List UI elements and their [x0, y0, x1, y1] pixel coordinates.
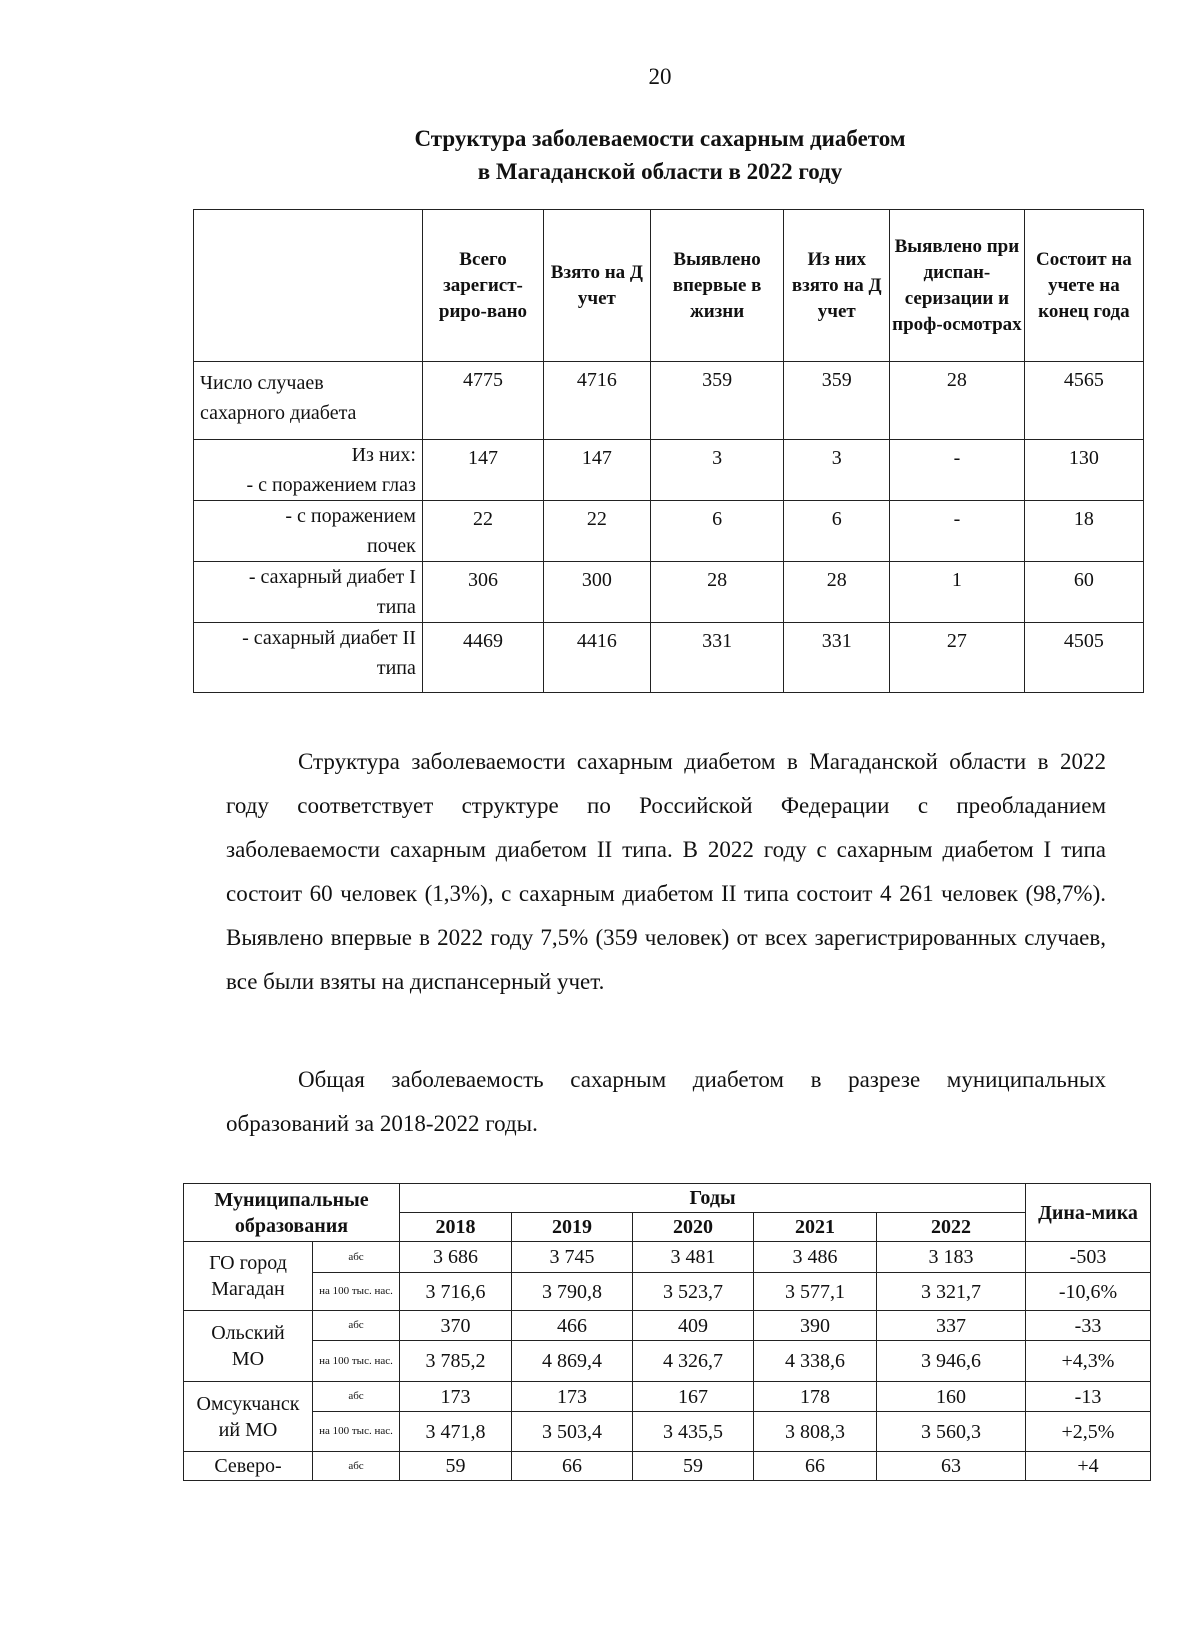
table-cell: +2,5%	[1026, 1412, 1151, 1452]
table1-header-total: Всего зарегист-риро-вано	[422, 210, 543, 362]
page-number: 20	[648, 64, 672, 89]
table-cell: 3	[650, 440, 784, 501]
table-cell: 66	[512, 1452, 633, 1481]
table-cell: 4469	[422, 623, 543, 693]
document-title	[220, 122, 1100, 188]
table-cell: 3 321,7	[877, 1273, 1026, 1311]
table-row	[184, 1273, 1151, 1311]
table-cell: 359	[650, 362, 784, 440]
table1-header-row	[194, 210, 1144, 362]
year-header: 2020	[633, 1213, 754, 1242]
table-row	[194, 362, 1144, 440]
table-cell: 28	[650, 562, 784, 623]
table-cell: 3 946,6	[877, 1341, 1026, 1382]
table1-header-first: Выявлено впервые в жизни	[650, 210, 784, 362]
table2-header-row	[184, 1184, 1151, 1213]
table-cell: 3 745	[512, 1242, 633, 1273]
table-cell: 4 326,7	[633, 1341, 754, 1382]
table-cell: 331	[650, 623, 784, 693]
table-cell: 3	[784, 440, 890, 501]
diabetes-structure-table	[193, 209, 1144, 693]
table-cell: 59	[633, 1452, 754, 1481]
table-cell: +4	[1026, 1452, 1151, 1481]
table-cell: 66	[754, 1452, 877, 1481]
table-row	[184, 1412, 1151, 1452]
table-cell: 3 808,3	[754, 1412, 877, 1452]
table-cell: 130	[1024, 440, 1143, 501]
table-cell: 4565	[1024, 362, 1143, 440]
per100-label: на 100 тыс. нас.	[313, 1412, 400, 1452]
table-cell: -33	[1026, 1311, 1151, 1341]
table-cell: 3 481	[633, 1242, 754, 1273]
table-cell: 3 716,6	[400, 1273, 512, 1311]
table-cell: 3 435,5	[633, 1412, 754, 1452]
paragraph-structure: Структура заболеваемости сахарным диабетом в Магаданской области в 2022 году соответствует структуре по Российской Федерации с преобладанием заболеваемости сахарным диабетом II типа. В 2022 году с сахарным диабетом I типа состоит 60 человек (1,3%), с сахарным диабетом II типа состоит 4 261 человек (98,7%). Выявлено впервые в 2022 году 7,5% (359 человек) от всех зарегистрированных случаев, все были взяты на диспансерный учет.	[226, 749, 1106, 994]
year-header: 2021	[754, 1213, 877, 1242]
table-cell: 173	[512, 1382, 633, 1412]
year-header: 2019	[512, 1213, 633, 1242]
table-cell: 3 686	[400, 1242, 512, 1273]
table-cell: 300	[544, 562, 651, 623]
table-cell: 27	[890, 623, 1025, 693]
table1-header-end-year: Состоит на учете на конец года	[1024, 210, 1143, 362]
table-cell: 331	[784, 623, 890, 693]
table-cell: 22	[422, 501, 543, 562]
title-line-2: в Магаданской области в 2022 году	[477, 159, 843, 184]
table-cell: 4 338,6	[754, 1341, 877, 1382]
table-cell: 6	[650, 501, 784, 562]
table-cell: 28	[890, 362, 1025, 440]
table-cell: 3 503,4	[512, 1412, 633, 1452]
year-header: 2022	[877, 1213, 1026, 1242]
table-cell: 4775	[422, 362, 543, 440]
table-cell: 370	[400, 1311, 512, 1341]
table2-header-years: Годы	[400, 1184, 1026, 1213]
mo-name: Ольский МО	[184, 1311, 313, 1382]
table-cell: +4,3%	[1026, 1341, 1151, 1382]
table-cell: 22	[544, 501, 651, 562]
table-row	[184, 1452, 1151, 1481]
table-cell: 28	[784, 562, 890, 623]
table-row	[194, 623, 1144, 693]
year-header: 2018	[400, 1213, 512, 1242]
per100-label: на 100 тыс. нас.	[313, 1273, 400, 1311]
table-cell: 4 869,4	[512, 1341, 633, 1382]
paragraph-municipal: Общая заболеваемость сахарным диабетом в разрезе муниципальных образований за 2018-2022 годы.	[226, 1067, 1106, 1136]
mo-name: Северо-	[184, 1452, 313, 1481]
table-cell: 306	[422, 562, 543, 623]
table-cell: -13	[1026, 1382, 1151, 1412]
table-cell: -	[890, 440, 1025, 501]
table-cell: 337	[877, 1311, 1026, 1341]
title-line-1: Структура заболеваемости сахарным диабетом	[414, 126, 906, 151]
row-label: - с поражением почек	[194, 501, 423, 562]
table-cell: -503	[1026, 1242, 1151, 1273]
municipal-incidence-table	[183, 1183, 1151, 1481]
table-cell: 3 471,8	[400, 1412, 512, 1452]
table1-header-of-them: Из них взято на Д учет	[784, 210, 890, 362]
table-cell: 147	[544, 440, 651, 501]
table-row	[194, 501, 1144, 562]
table-cell: 3 486	[754, 1242, 877, 1273]
table-cell: 147	[422, 440, 543, 501]
table-cell: 6	[784, 501, 890, 562]
table-cell: 59	[400, 1452, 512, 1481]
table-cell: 4416	[544, 623, 651, 693]
abs-label: абс	[313, 1382, 400, 1412]
table-cell: 160	[877, 1382, 1026, 1412]
abs-label: абс	[313, 1311, 400, 1341]
table-cell: 359	[784, 362, 890, 440]
row-label: Из них: - с поражением глаз	[194, 440, 423, 501]
row-label: - сахарный диабет II типа	[194, 623, 423, 693]
table-cell: 4716	[544, 362, 651, 440]
table1-header-taken: Взято на Д учет	[544, 210, 651, 362]
table2-header-dynamics: Дина-мика	[1026, 1184, 1151, 1242]
mo-name: ГО город Магадан	[184, 1242, 313, 1311]
table1-header-screening: Выявлено при диспан-серизации и проф-осмотрах	[890, 210, 1025, 362]
table-cell: 466	[512, 1311, 633, 1341]
table-row	[184, 1242, 1151, 1273]
table-cell: -	[890, 501, 1025, 562]
table-cell: 3 785,2	[400, 1341, 512, 1382]
table-cell: 3 790,8	[512, 1273, 633, 1311]
table-cell: 63	[877, 1452, 1026, 1481]
table-cell: 3 560,3	[877, 1412, 1026, 1452]
mo-name: Омсукчанск ий МО	[184, 1382, 313, 1452]
table-cell: 60	[1024, 562, 1143, 623]
row-label: Число случаев сахарного диабета	[194, 362, 423, 440]
table-row	[184, 1311, 1151, 1341]
table2-header-mo: Муниципальные образования	[184, 1184, 400, 1242]
table-row	[184, 1382, 1151, 1412]
table1-header-empty	[194, 210, 423, 362]
table-cell: 390	[754, 1311, 877, 1341]
table-cell: 178	[754, 1382, 877, 1412]
table-cell: 3 183	[877, 1242, 1026, 1273]
per100-label: на 100 тыс. нас.	[313, 1341, 400, 1382]
table-cell: 409	[633, 1311, 754, 1341]
abs-label: абс	[313, 1242, 400, 1273]
table-cell: 167	[633, 1382, 754, 1412]
table-row	[194, 440, 1144, 501]
table-cell: -10,6%	[1026, 1273, 1151, 1311]
table-cell: 173	[400, 1382, 512, 1412]
table-row	[194, 562, 1144, 623]
table-cell: 18	[1024, 501, 1143, 562]
table-row	[184, 1341, 1151, 1382]
row-label: - сахарный диабет I типа	[194, 562, 423, 623]
table-cell: 3 577,1	[754, 1273, 877, 1311]
table-cell: 3 523,7	[633, 1273, 754, 1311]
table-cell: 1	[890, 562, 1025, 623]
table-cell: 4505	[1024, 623, 1143, 693]
abs-label: абс	[313, 1452, 400, 1481]
